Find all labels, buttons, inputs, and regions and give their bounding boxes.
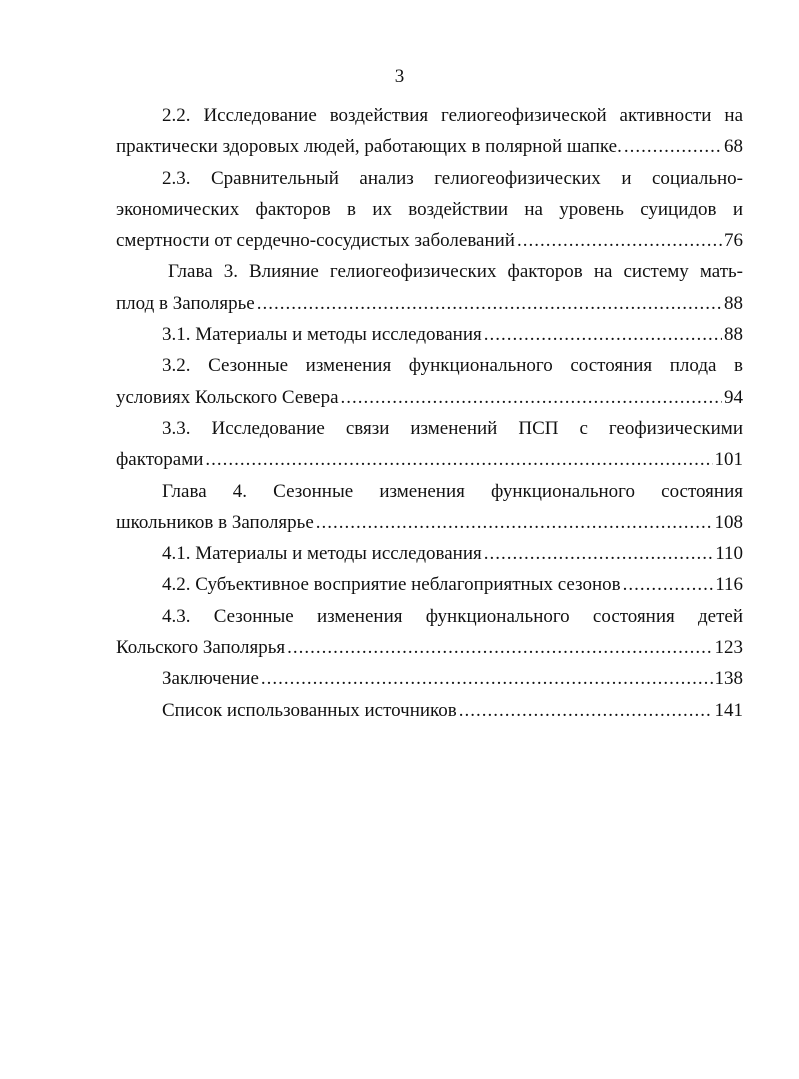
toc-line-last — [116, 695, 743, 726]
dot-leader — [459, 695, 713, 726]
toc-line: Глава 3. Влияние гелиогеофизических факторов на систему мать- — [168, 261, 743, 283]
dot-leader — [517, 225, 722, 256]
toc-entry-4-3 — [116, 601, 743, 664]
toc-entry-3-2 — [116, 350, 743, 413]
toc-page-number: 116 — [715, 574, 743, 596]
dot-leader — [624, 131, 722, 162]
toc-entry-chapter-3 — [116, 256, 743, 319]
toc-entry-text: Заключение — [162, 668, 259, 690]
dot-leader — [484, 319, 722, 350]
toc-page-number: 88 — [724, 292, 743, 314]
page-number: 3 — [394, 66, 405, 87]
toc-page-number: 88 — [724, 324, 743, 346]
toc-entry-3-1 — [116, 319, 743, 350]
toc-page-number: 94 — [724, 386, 743, 408]
dot-leader — [316, 507, 713, 538]
toc-page-number: 123 — [714, 637, 743, 659]
dot-leader — [623, 569, 714, 600]
toc-entry-4-1 — [116, 538, 743, 569]
toc-entry-2-2 — [116, 100, 743, 163]
toc-entry-chapter-4 — [116, 476, 743, 539]
toc-line-last — [116, 382, 743, 413]
toc-line-last — [116, 225, 743, 256]
toc-line: 3.3. Исследование связи изменений ПСП с геофизическими — [162, 417, 743, 439]
toc-line-last — [116, 569, 743, 600]
toc-page-number: 108 — [714, 511, 743, 533]
toc-page-number: 101 — [714, 449, 743, 471]
toc-line: экономических факторов в их воздействии на уровень суицидов и — [116, 198, 743, 220]
toc-line: 2.2. Исследование воздействия гелиогеофизической активности на — [162, 105, 743, 126]
toc-entry-4-2 — [116, 569, 743, 600]
dot-leader — [257, 288, 722, 319]
dot-leader — [484, 538, 713, 569]
toc-line-last — [116, 632, 743, 663]
toc-entry-references — [116, 695, 743, 726]
toc-entry-text: практически здоровых людей, работающих в полярной шапке. — [116, 136, 622, 158]
toc-entry-text: Список использованных источников — [162, 699, 457, 721]
toc-line: 3.2. Сезонные изменения функционального состояния плода в — [162, 355, 743, 377]
toc-entry-text: 4.1. Материалы и методы исследования — [162, 543, 482, 565]
toc-line: 2.3. Сравнительный анализ гелиогеофизических и социально- — [162, 167, 743, 189]
toc-page-number: 138 — [714, 668, 743, 690]
toc-line-last — [116, 444, 743, 475]
toc-page-number: 110 — [715, 543, 743, 565]
dot-leader — [205, 444, 712, 475]
toc-entry-2-3 — [116, 163, 743, 257]
toc-entry-text: смертности от сердечно-сосудистых заболеваний — [116, 230, 515, 252]
toc-line-last — [116, 663, 743, 694]
dot-leader — [261, 663, 713, 694]
toc-line-last — [116, 319, 743, 350]
dot-leader — [287, 632, 712, 663]
toc-entry-text: условиях Кольского Севера — [116, 386, 339, 408]
toc-entry-text: плод в Заполярье — [116, 292, 255, 314]
toc-page-number: 68 — [724, 136, 743, 158]
toc-page-number: 76 — [724, 230, 743, 252]
toc-line: Глава 4. Сезонные изменения функционального состояния — [162, 480, 743, 502]
toc-entry-text: 3.1. Материалы и методы исследования — [162, 324, 482, 346]
toc-line: 4.3. Сезонные изменения функционального состояния детей — [162, 605, 743, 627]
dot-leader — [341, 382, 723, 413]
toc-entry-text: факторами — [116, 449, 204, 471]
toc-line-last — [116, 131, 743, 162]
toc-entry-text: 4.2. Субъективное восприятие неблагоприятных сезонов — [162, 574, 621, 596]
toc-entry-3-3 — [116, 413, 743, 476]
toc-line-last — [116, 288, 743, 319]
toc-entry-text: Кольского Заполярья — [116, 637, 286, 659]
toc-entry-conclusion — [116, 663, 743, 694]
table-of-contents — [116, 100, 743, 726]
toc-page-number: 141 — [714, 699, 743, 721]
toc-entry-text: школьников в Заполярье — [116, 511, 314, 533]
toc-line-last — [116, 507, 743, 538]
toc-line-last — [116, 538, 743, 569]
